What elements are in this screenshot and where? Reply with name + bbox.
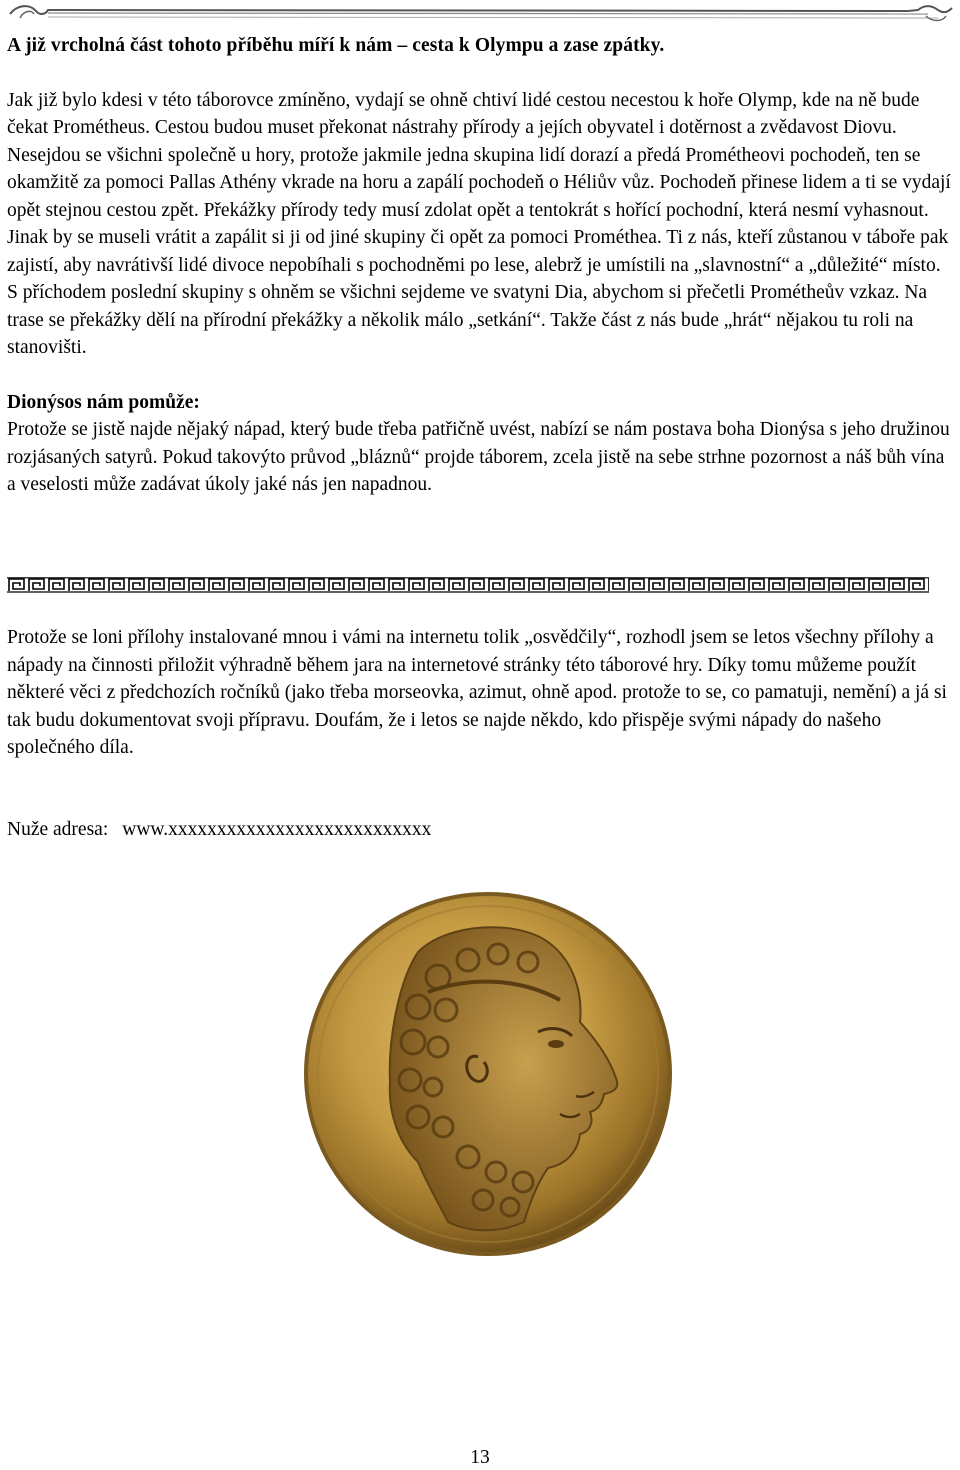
closing-paragraph: Protože se loni přílohy instalované mnou i vámi na internetu tolik „osvědčily“, rozhodl jsem se letos všechny přílohy a nápady na činnosti přiložit výhradně během jara na internetové stránky této táborové hry. Díky tomu můžeme použít některé věci z předchozích ročníků (jako třeba morseovka, azimut, ohně apod. protože to se, co pamatuji, nemění) a já si tak budu dokumentovat svoji přípravu. Doufám, že i letos se najde někdo, kdo přispěje svými nápady do našeho společného díla. xyxy=(7,627,947,758)
closing-text-block xyxy=(7,624,953,762)
dionysos-heading: Dionýsos nám pomůže: xyxy=(7,391,200,413)
address-line xyxy=(7,816,431,843)
greek-meander-divider-icon xyxy=(7,577,929,593)
address-url: www.xxxxxxxxxxxxxxxxxxxxxxxxxxx xyxy=(122,819,432,840)
ancient-coin-icon xyxy=(298,882,678,1262)
main-text-block xyxy=(7,32,953,499)
dionysos-paragraph: Protože se jistě najde nějaký nápad, který bude třeba patřičně uvést, nabízí se nám postava boha Dionýsa s jeho družinou rozjásaných satyrů. Pokud takovýto průvod „bláznů“ projde táborem, zcela jistě na sebe strhne pozornost a náš bůh vína a veselosti může zadávat úkoly jaké nás jen napadnou. xyxy=(7,419,950,495)
section-heading: A již vrcholná část tohoto příběhu míří k nám – cesta k Olympu a zase zpátky. xyxy=(7,35,665,56)
page-number: 13 xyxy=(470,1447,490,1468)
top-ornament-icon xyxy=(8,2,954,24)
address-label: Nuže adresa: xyxy=(7,819,109,840)
intro-paragraph: Jak již bylo kdesi v této táborovce zmíněno, vydají se ohně chtiví lidé cestou necestou k hoře Olymp, kde na ně bude čekat Prométheus. Cestou budou muset překonat nástrahy přírody a jejích obyvatel i dotěrnost a zvědavost Diovu. Nesejdou se všichni společně u hory, protože jakmile jedna skupina lidí dorazí a předá Prométheovi pochodeň, ten se okamžitě za pomoci Pallas Athény vkrade na horu a zapálí pochodeň o Héliův vůz. Pochodeň přinese lidem a ti se vydají opět stejnou cestou zpět. Překážky přírody tedy musí zdolat opět a tentokrát s hořící pochodní, která nesmí vyhasnout. Jinak by se museli vrátit a zapálit si ji od jiné skupiny či opět za pomoci Prométhea. Ti z nás, kteří zůstanou v táboře pak zajistí, aby navrátivší lidé divoce nepobíhali s pochodněmi po lese, alebrž je umístili na „slavnostní“ a „důležité“ místo. S příchodem poslední skupiny s ohněm se všichni sejdeme ve svatyni Dia, abychom si přečetli Prométheův vzkaz. Na trase se překážky dělí na přírodní překážky a několik málo „setkání“. Takže část z nás bude „hrát“ nějakou tu roli na stanovišti. xyxy=(7,89,951,358)
